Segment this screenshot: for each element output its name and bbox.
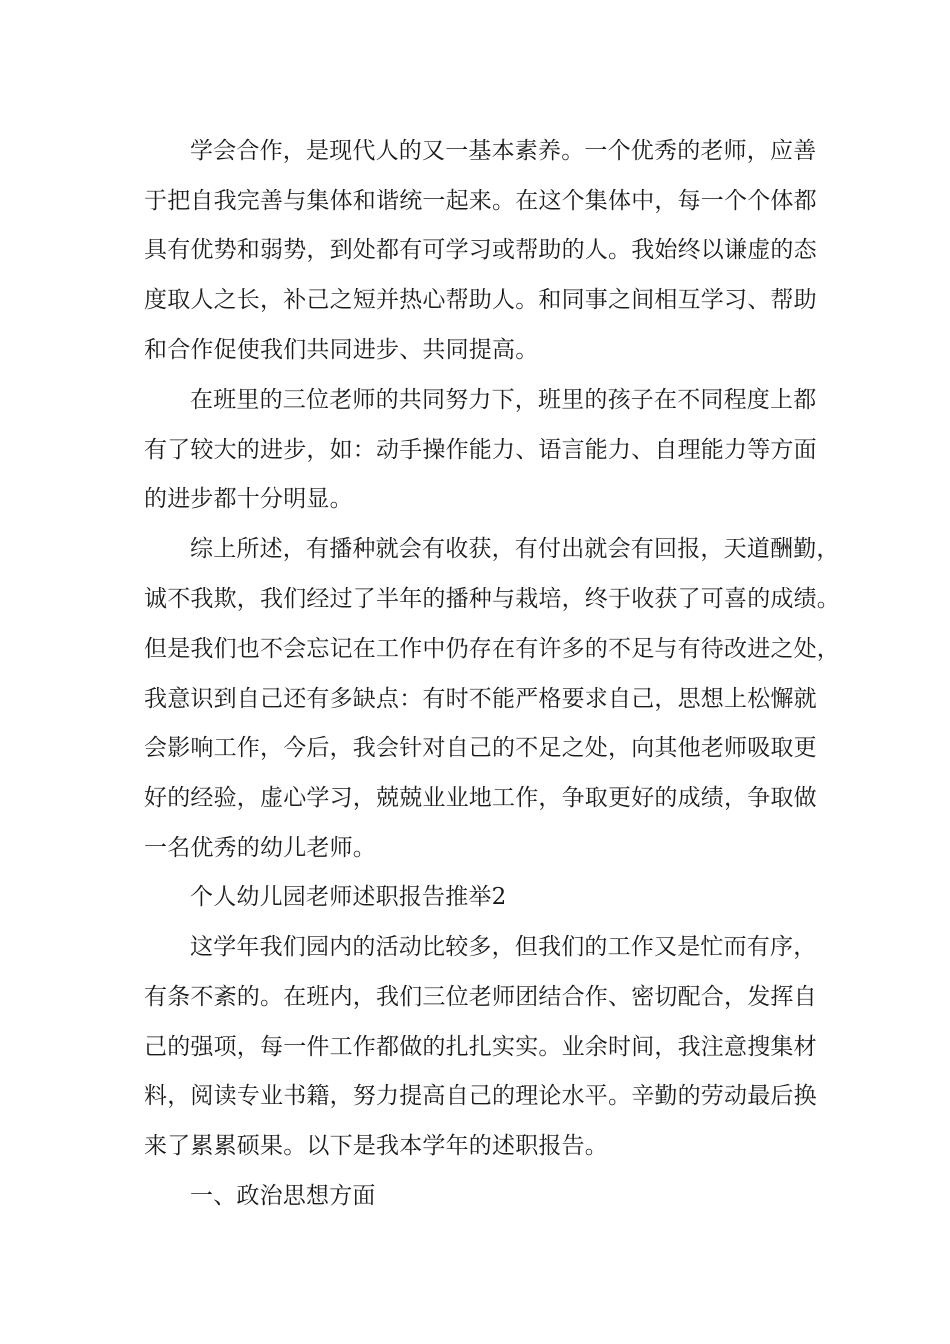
paragraph-4-line-3: 己的强项，每一件工作都做的扎扎实实。业余时间，我注意搜集材 <box>144 1034 817 1060</box>
paragraph-3-line-2: 诚不我欺，我们经过了半年的播种与栽培，终于收获了可喜的成绩。 <box>144 586 840 612</box>
paragraph-3-line-4: 我意识到自己还有多缺点：有时不能严格要求自己，思想上松懈就 <box>144 686 817 712</box>
paragraph-3-line-3: 但是我们也不会忘记在工作中仍存在有许多的不足与有待改进之处， <box>144 636 840 662</box>
paragraph-1-line-3: 具有优势和弱势，到处都有可学习或帮助的人。我始终以谦虚的态 <box>144 237 817 263</box>
paragraph-1-line-5: 和合作促使我们共同进步、共同提高。 <box>144 337 539 363</box>
paragraph-4-line-4: 料，阅读专业书籍，努力提高自己的理论水平。辛勤的劳动最后换 <box>144 1083 817 1109</box>
section-heading-report-2: 个人幼儿园老师述职报告推举2 <box>190 884 507 910</box>
paragraph-2-line-2: 有了较大的进步，如：动手操作能力、语言能力、自理能力等方面 <box>144 437 817 463</box>
paragraph-3-line-5: 会影响工作，今后，我会针对自己的不足之处，向其他老师吸取更 <box>144 735 817 761</box>
paragraph-3-line-6: 好的经验，虚心学习，兢兢业业地工作，争取更好的成绩，争取做 <box>144 785 817 811</box>
paragraph-4-line-2: 有条不紊的。在班内，我们三位老师团结合作、密切配合，发挥自 <box>144 984 817 1010</box>
paragraph-2-line-1: 在班里的三位老师的共同努力下，班里的孩子在不同程度上都 <box>190 387 817 413</box>
subsection-heading-politics: 一、政治思想方面 <box>190 1183 376 1209</box>
paragraph-2-line-3: 的进步都十分明显。 <box>144 486 353 512</box>
paragraph-1-line-1: 学会合作，是现代人的又一基本素养。一个优秀的老师，应善 <box>190 138 817 164</box>
paragraph-3-line-1: 综上所述，有播种就会有收获，有付出就会有回报，天道酬勤， <box>190 536 840 562</box>
paragraph-4-line-5: 来了累累硕果。以下是我本学年的述职报告。 <box>144 1133 608 1159</box>
paragraph-3-line-7: 一名优秀的幼儿老师。 <box>144 835 376 861</box>
paragraph-1-line-2: 于把自我完善与集体和谐统一起来。在这个集体中，每一个个体都 <box>144 188 817 214</box>
paragraph-4-line-1: 这学年我们园内的活动比较多，但我们的工作又是忙而有序， <box>190 934 817 960</box>
paragraph-1-line-4: 度取人之长，补己之短并热心帮助人。和同事之间相互学习、帮助 <box>144 287 817 313</box>
